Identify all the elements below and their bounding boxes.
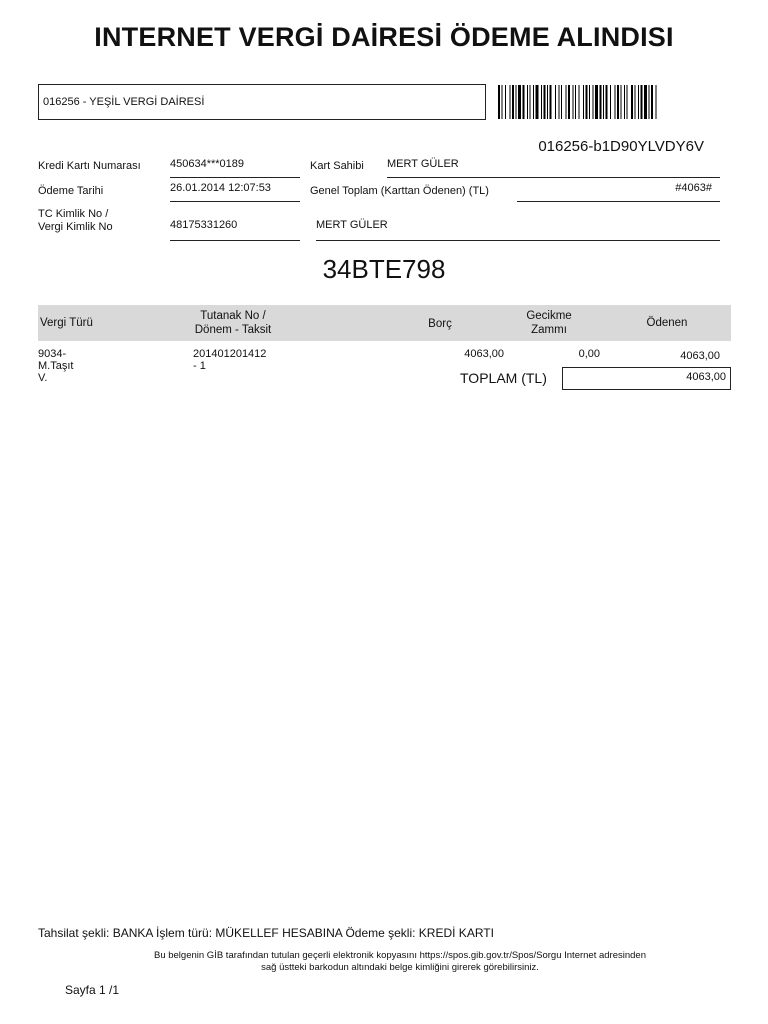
card-number-text: 450634***0189: [170, 158, 245, 170]
payment-date-value: [170, 182, 300, 202]
vehicle-plate: 34BTE798: [322, 254, 446, 284]
header-paid: Ödenen: [646, 317, 688, 329]
receipt-code: 016256-b1D90YLVDY6V: [538, 138, 704, 155]
header-ref-line-1: Tutanak No /: [200, 310, 266, 322]
barcode-image: [496, 84, 728, 120]
grand-total-text: #4063#: [675, 182, 712, 194]
header-tax-type: Vergi Türü: [40, 317, 93, 329]
card-holder-text: MERT GÜLER: [387, 158, 459, 170]
cell-tax-type: 9034-M.Taşıt V.: [38, 348, 74, 384]
tax-office-name: 016256 - YEŞİL VERGİ DAİRESİ: [43, 96, 205, 108]
tc-value: [170, 219, 300, 241]
header-ref: [188, 309, 278, 337]
tc-label-line-2: Vergi Kimlik No: [38, 221, 113, 233]
total-value: 4063,00: [686, 371, 726, 383]
table-header: [38, 305, 731, 341]
tax-office-box: [38, 84, 486, 120]
tc-label: [38, 208, 113, 234]
cell-ref: 201401201412 - 1: [193, 348, 267, 372]
cell-debt: 4063,00: [464, 348, 504, 360]
card-number-label: Kredi Kartı Numarası: [38, 160, 141, 172]
payment-date-text: 26.01.2014 12:07:53: [170, 182, 271, 194]
card-holder-label: Kart Sahibi: [310, 160, 364, 172]
cell-late: 0,00: [578, 348, 600, 360]
document-title: INTERNET VERGİ DAİRESİ ÖDEME ALINDISI: [94, 22, 674, 52]
total-box: [562, 367, 731, 390]
verification-note-line-1: Bu belgenin GİB tarafından tutulan geçerli elektronik kopyasını https://spos.gib.gov.tr/Spos/Sorgu Internet adresinden: [153, 950, 646, 961]
card-number-value: [170, 158, 300, 178]
grand-total-label: Genel Toplam (Karttan Ödenen) (TL): [310, 185, 489, 197]
tc-label-line-1: TC Kimlik No /: [38, 208, 109, 220]
payment-date-label: Ödeme Tarihi: [38, 185, 104, 197]
grand-total-value: [517, 182, 720, 202]
header-debt: Borç: [428, 318, 452, 330]
taxpayer-name-text: MERT GÜLER: [316, 219, 388, 231]
header-late: [514, 309, 584, 337]
cell-paid: 4063,00: [680, 350, 720, 362]
page-number: Sayfa 1 /1: [65, 983, 120, 997]
card-holder-value: [387, 158, 720, 178]
verification-note-line-2: sağ üstteki barkodun altındaki belge kimliğini girerek görebilirsiniz.: [261, 962, 539, 973]
verification-note: [100, 950, 700, 974]
taxpayer-name-value: [316, 219, 720, 241]
header-late-line-1: Gecikme: [526, 310, 572, 322]
header-late-line-2: Zammı: [531, 324, 567, 336]
total-label: TOPLAM (TL): [460, 370, 547, 386]
header-ref-line-2: Dönem - Taksit: [194, 324, 272, 336]
collection-info: Tahsilat şekli: BANKA İşlem türü: MÜKELLEF HESABINA Ödeme şekli: KREDİ KARTI: [38, 926, 494, 940]
tc-value-text: 48175331260: [170, 219, 238, 231]
